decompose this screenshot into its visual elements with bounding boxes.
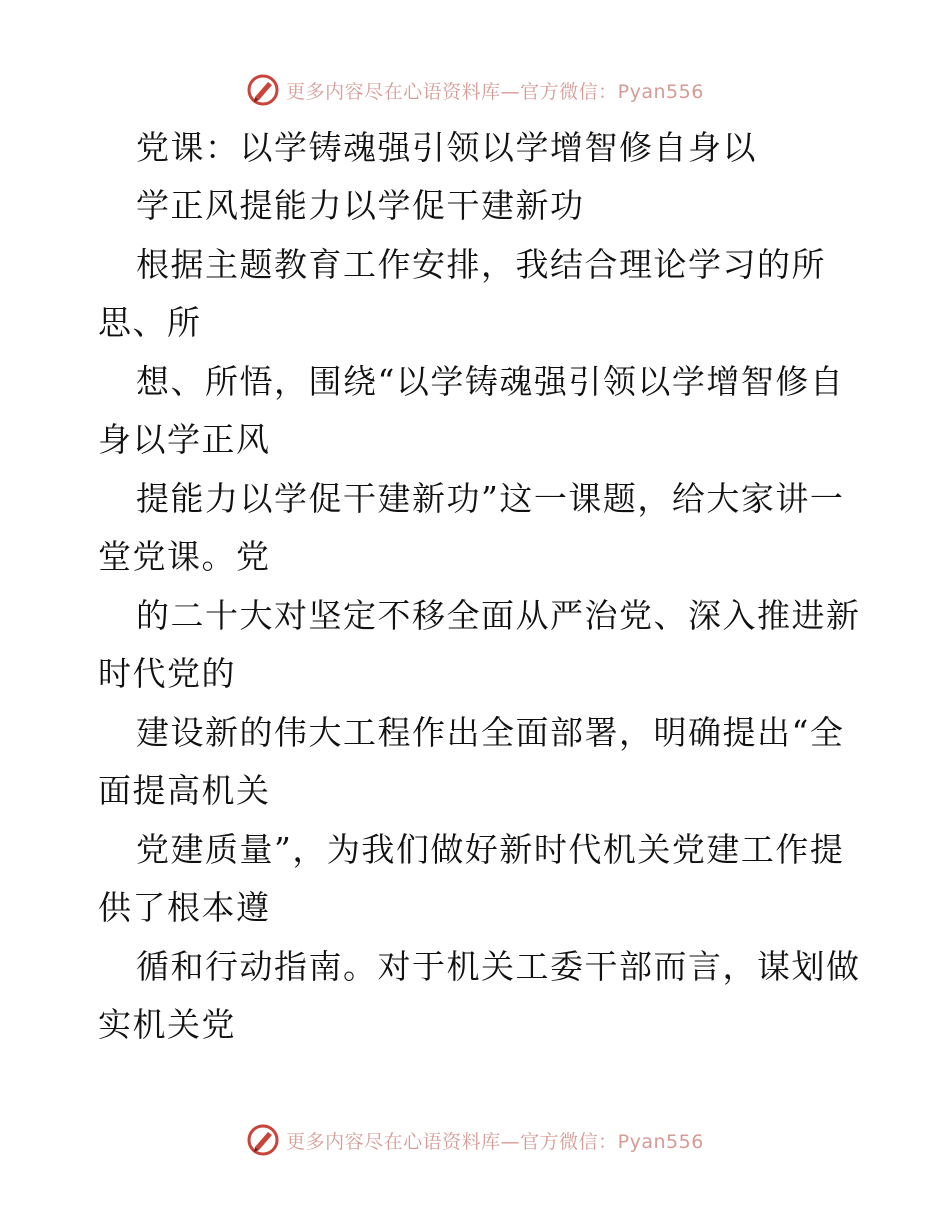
text-line: 党建质量”，为我们做好新时代机关党建工作提 (136, 830, 845, 869)
pen-logo-icon (246, 73, 280, 107)
text-line: 思、所 (98, 303, 202, 342)
watermark-site-text: 更多内容尽在心语资料库 (286, 80, 501, 103)
text-line: 根据主题教育工作安排，我结合理论学习的所 (136, 245, 826, 284)
watermark-site-text: 更多内容尽在心语资料库 (286, 1130, 501, 1153)
text-line: 想、所悟，围绕“以学铸魂强引领以学增智修自 (136, 362, 845, 401)
text-line: 党课：以学铸魂强引领以学增智修自身以 (136, 128, 757, 167)
text-line: 面提高机关 (98, 771, 271, 810)
footer-watermark (0, 1120, 950, 1160)
text-line: 学正风提能力以学促干建新功 (136, 186, 585, 225)
text-line: 建设新的伟大工程作出全面部署，明确提出“全 (136, 713, 845, 752)
watermark-separator: — (500, 1130, 521, 1153)
text-line: 实机关党 (98, 1005, 236, 1044)
text-line: 循和行动指南。对于机关工委干部而言，谋划做 (136, 947, 861, 986)
header-watermark (0, 70, 950, 110)
text-line: 供了根本遵 (98, 888, 271, 927)
text-line: 的二十大对坚定不移全面从严治党、深入推进新 (136, 596, 861, 635)
watermark-separator: — (500, 80, 521, 103)
text-line: 时代党的 (98, 654, 236, 693)
watermark-wechat-text: 官方微信：Pyan556 (520, 1130, 704, 1153)
text-line: 堂党课。党 (98, 537, 271, 576)
pen-logo-icon (246, 1123, 280, 1157)
text-line: 身以学正风 (98, 420, 271, 459)
watermark-wechat-text: 官方微信：Pyan556 (520, 80, 704, 103)
text-line: 提能力以学促干建新功”这一课题，给大家讲一 (136, 479, 845, 518)
